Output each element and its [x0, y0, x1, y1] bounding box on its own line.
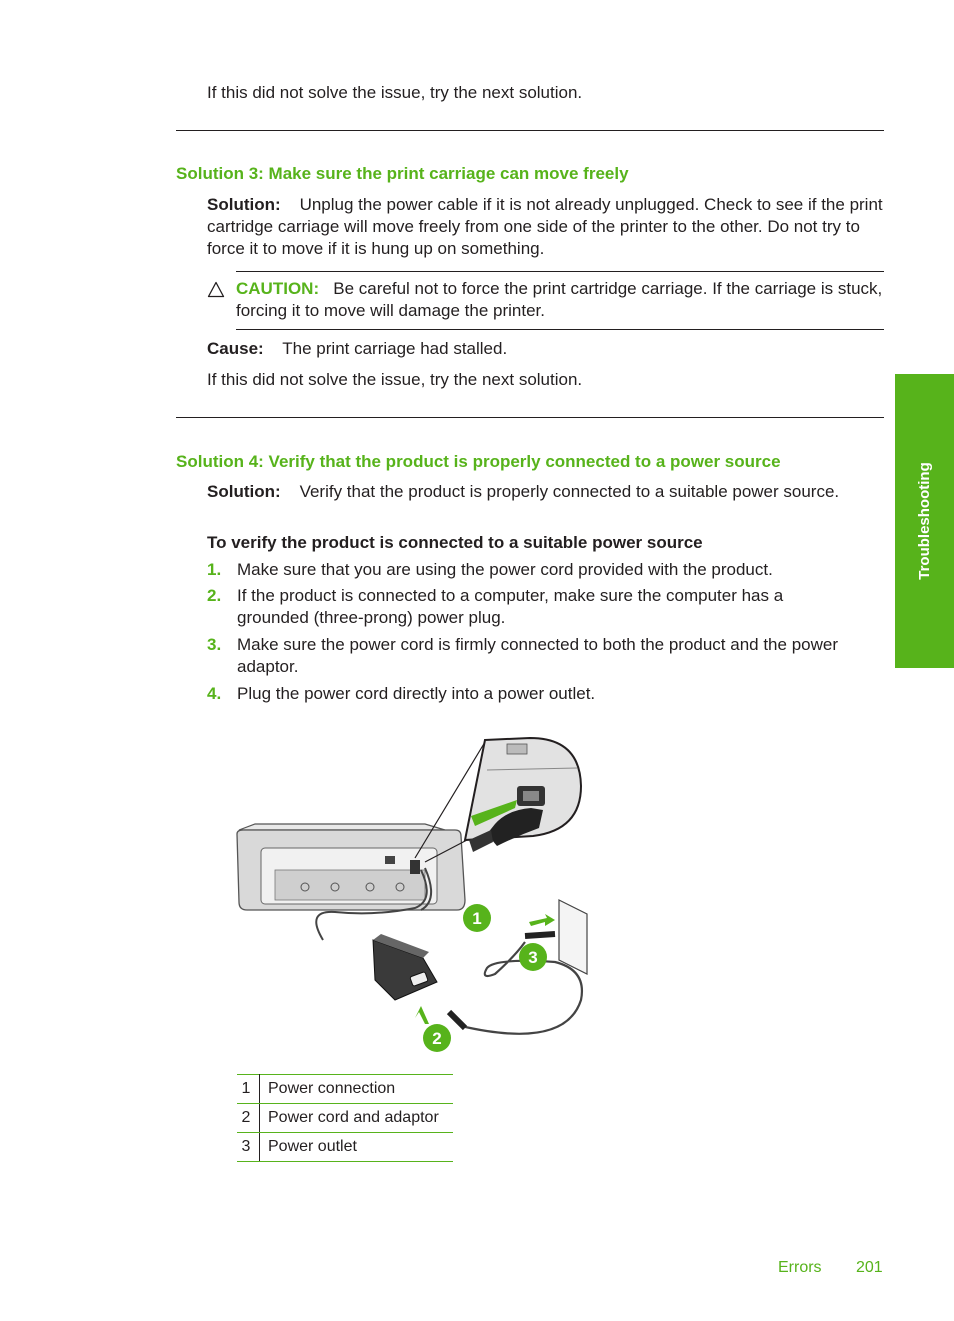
arrow-icon: [529, 914, 555, 926]
footer-section: Errors: [778, 1259, 822, 1276]
table-row: [237, 1133, 453, 1162]
next-solution-note-2: If this did not solve the issue, try the next solution.: [207, 370, 583, 389]
cause-text: [207, 338, 884, 360]
step-number: 4.: [207, 684, 222, 703]
power-connection-illustration: [225, 730, 600, 1060]
step-item: [207, 683, 887, 705]
legend-number: 2: [237, 1104, 260, 1133]
callout-3: [519, 943, 547, 971]
page-number: 201: [856, 1259, 883, 1276]
table-row: [237, 1104, 453, 1133]
legend-number: 1: [237, 1075, 260, 1104]
solution-4-text: [207, 481, 884, 503]
step-text: Make sure the power cord is firmly connected to both the product and the power adaptor.: [237, 635, 838, 676]
power-adaptor: [373, 934, 437, 1000]
power-socket-closeup: [465, 738, 581, 852]
solution-label: Solution:: [207, 195, 281, 214]
callout-number: 3: [528, 948, 538, 967]
step-item: [207, 634, 887, 678]
divider: [176, 417, 884, 418]
solution-4-heading: Solution 4: Verify that the product is properly connected to a power source: [176, 452, 781, 471]
legend-number: 3: [237, 1133, 260, 1162]
table-row: [237, 1075, 453, 1104]
step-number: 2.: [207, 586, 222, 605]
legend-label: Power connection: [260, 1075, 454, 1104]
caution-label: CAUTION:: [236, 279, 320, 298]
callout-number: 2: [432, 1029, 442, 1048]
solution-body: Verify that the product is properly connected to a suitable power source.: [299, 482, 840, 501]
step-item: [207, 559, 887, 581]
caution-note: [236, 278, 884, 322]
legend-label: Power cord and adaptor: [260, 1104, 454, 1133]
next-solution-note: If this did not solve the issue, try the next solution.: [207, 83, 583, 102]
figure-legend-table: [237, 1074, 453, 1162]
solution-3-text: [207, 194, 884, 260]
step-item: [207, 585, 847, 629]
solution-3-heading: Solution 3: Make sure the print carriage can move freely: [176, 164, 629, 183]
callout-number: 1: [472, 909, 482, 928]
callout-2: [423, 1024, 451, 1052]
caution-top-rule: [236, 271, 884, 272]
caution-bottom-rule: [236, 329, 884, 330]
solution-body: Unplug the power cable if it is not already unplugged. Check to see if the print cartridge carriage will move freely from one side of the printer to the other. Do not try to force it to move if it is hung up on something.: [207, 195, 883, 258]
cause-body: The print carriage had stalled.: [282, 339, 508, 358]
cause-label: Cause:: [207, 339, 264, 358]
legend-label: Power outlet: [260, 1133, 454, 1162]
step-number: 1.: [207, 560, 222, 579]
step-text: Make sure that you are using the power cord provided with the product.: [237, 560, 773, 579]
step-text: Plug the power cord directly into a power outlet.: [237, 684, 596, 703]
callout-1: [463, 904, 491, 932]
caution-triangle-icon: [207, 281, 225, 298]
arrow-icon: [415, 1006, 429, 1024]
solution-label: Solution:: [207, 482, 281, 501]
side-tab-label: Troubleshooting: [915, 462, 933, 580]
side-tab-troubleshooting: [895, 374, 954, 668]
step-number: 3.: [207, 635, 222, 654]
divider: [176, 130, 884, 131]
step-text: If the product is connected to a computer, make sure the computer has a grounded (three-prong) power plug.: [237, 586, 784, 627]
steps-title: To verify the product is connected to a suitable power source: [207, 533, 703, 552]
caution-body: Be careful not to force the print cartridge carriage. If the carriage is stuck, forcing it to move will damage the printer.: [236, 279, 883, 320]
